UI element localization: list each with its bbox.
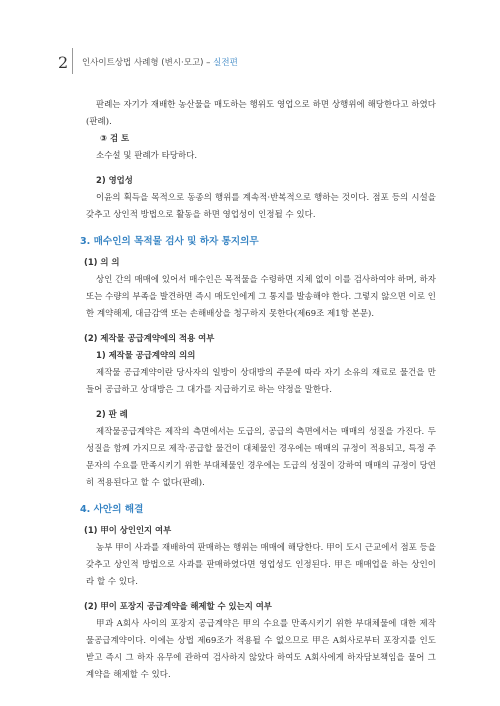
page-body <box>80 96 436 683</box>
paragraph-3: 이윤의 획득을 목적으로 동종의 행위를 계속적·반복적으로 행하는 것이다. 점포 등의 시설을 갖추고 상인적 방법으로 활동을 하면 영업성이 인정될 수 있다. <box>86 192 436 219</box>
paragraph-8: 甲과 A회사 사이의 포장지 공급계약은 甲의 수요를 만족시키기 위한 부대체물에 대한 제작물공급계약이다. 이에는 상법 제69조가 적용될 수 없으므로 甲은 A회사로부터 포장지를 인도받고 즉시 그 하자 유무에 관하여 검사하지 않았다 하여도 A회사에게 하자담보책임을 물어 그 계약을 해제할 수 있다. <box>86 618 436 679</box>
section-4-1-heading: (1) 甲이 상인인지 여부 <box>84 525 172 535</box>
section-4-title: 4. 사안의 해결 <box>80 504 144 515</box>
running-title-main: 인사이트상법 사례형 (변시·모고) – <box>82 58 214 68</box>
paragraph-7: 농부 甲이 사과를 재배하여 판매하는 행위는 매매에 해당한다. 甲이 도시 근교에서 점포 등을 갖추고 상인적 방법으로 사과를 판매하였다면 영업성도 인정된다. 甲은 매매업을 하는 상인이라 할 수 있다. <box>86 542 436 586</box>
spacer <box>86 398 436 406</box>
running-title <box>82 56 238 68</box>
section-3-title: 3. 매수인의 목적물 검사 및 하자 통지의무 <box>80 236 259 247</box>
section-3-2-heading: (2) 제작물 공급계약에의 적용 여부 <box>84 333 215 343</box>
spacer <box>86 322 436 330</box>
spacer <box>86 590 436 598</box>
page-header <box>0 0 500 80</box>
paragraph-4: 상인 간의 매매에 있어서 매수인은 목적물을 수령하면 지체 없이 이를 검사하여야 하며, 하자 또는 수량의 부족을 발견하면 즉시 매도인에게 그 통지를 발송해야 한다. 그렇지 않으면 이로 인한 계약해제, 대금감액 또는 손해배상을 청구하지 못한다(제69조 제1항 본문). <box>86 274 436 318</box>
heading-case: 2) 판 례 <box>96 409 128 419</box>
heading-meaning: 1) 제작물 공급계약의 의의 <box>96 350 196 360</box>
paragraph-1: 판례는 자기가 재배한 농산물을 매도하는 행위도 영업으로 하면 상행위에 해당한다고 하였다(판례). <box>86 99 436 126</box>
spacer <box>86 223 436 233</box>
header-divider <box>72 48 73 74</box>
paragraph-6: 제작물공급계약은 제작의 측면에서는 도급의, 공급의 측면에서는 매매의 성질을 가진다. 두 성질을 함께 가지므로 제작·공급할 물건이 대체물인 경우에는 매매의 규정이 적용되고, 특정 주문자의 수요를 만족시키기 위한 부대체물인 경우에는 도급의 성질이 강하여 매매의 규정이 당연히 적용된다고 할 수 없다(판례). <box>86 426 436 487</box>
section-3-1-heading: (1) 의 의 <box>84 257 120 267</box>
paragraph-2: 소수설 및 판례가 타당하다. <box>96 150 198 160</box>
section-4-2-heading: (2) 甲이 포장지 공급계약을 해제할 수 있는지 여부 <box>84 601 272 611</box>
running-title-accent: 실전편 <box>213 58 238 68</box>
review-heading: ③ 검 토 <box>100 133 130 143</box>
spacer <box>86 164 436 172</box>
spacer <box>86 491 436 501</box>
paragraph-5: 제작물 공급계약이란 당사자의 일방이 상대방의 주문에 따라 자기 소유의 재료로 물건을 만들어 공급하고 상대방은 그 대가를 지급하기로 하는 약정을 말한다. <box>86 367 436 394</box>
heading-business: 2) 영업성 <box>96 175 133 185</box>
page-number: 2 <box>58 53 69 72</box>
